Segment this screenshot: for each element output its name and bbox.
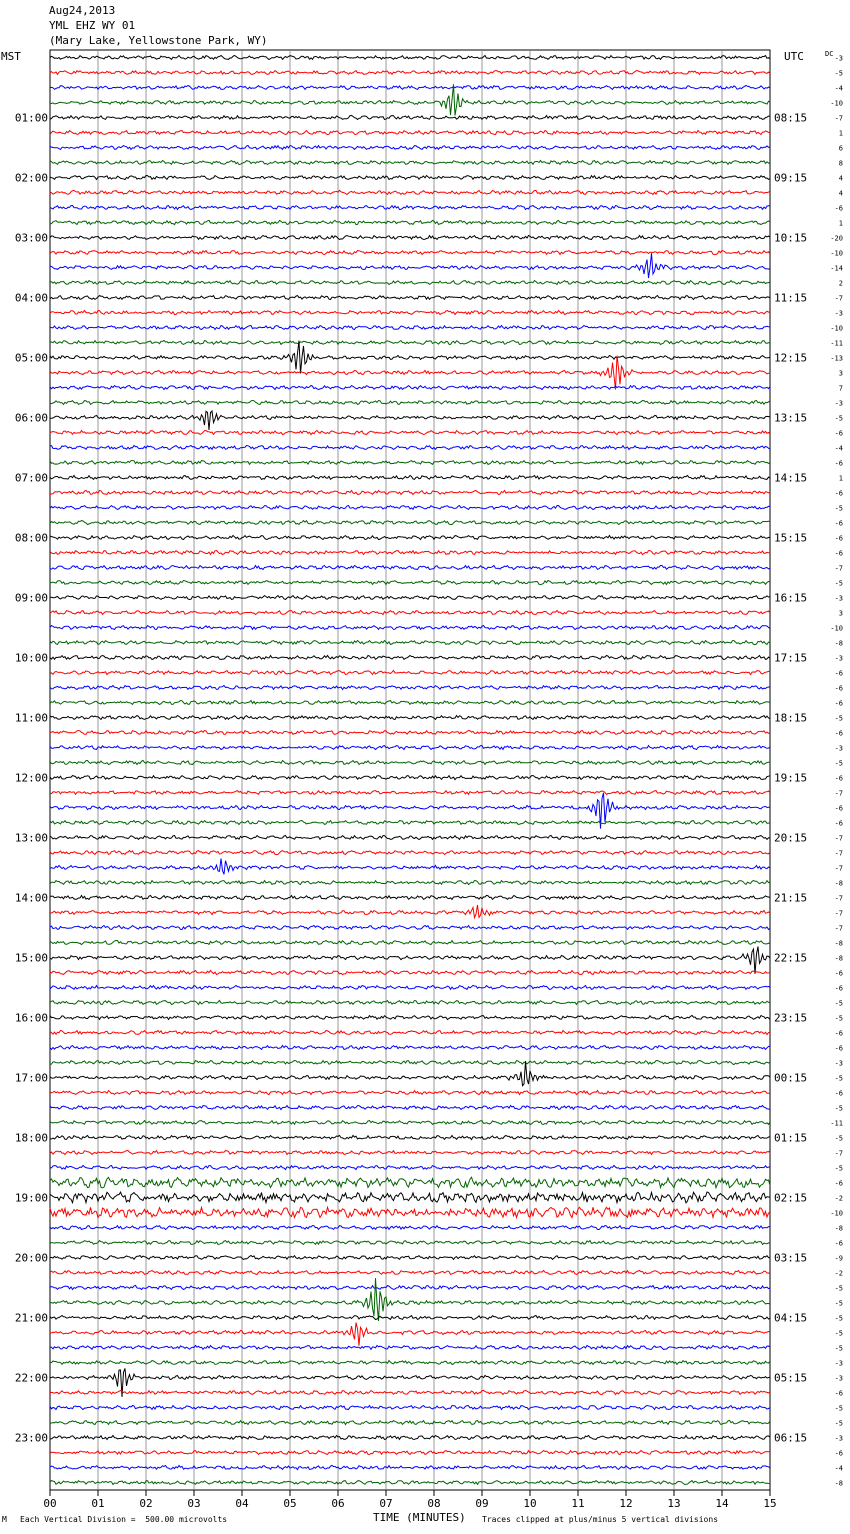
dc-offset-label: -6	[834, 1449, 843, 1458]
dc-offset-label: -3	[834, 1374, 843, 1383]
seismic-trace	[50, 431, 770, 435]
dc-offset-label: -5	[834, 1329, 843, 1338]
seismic-trace	[50, 1361, 770, 1365]
dc-offset-label: -6	[834, 669, 843, 678]
dc-offset-label: -7	[834, 924, 843, 933]
dc-offset-label: -4	[834, 1464, 843, 1473]
utc-hour-label: 06:15	[774, 1431, 808, 1445]
utc-hour-label: 21:15	[774, 891, 808, 905]
dc-offset-label: -3	[834, 654, 843, 663]
seismic-trace	[50, 506, 770, 510]
seismic-trace	[50, 161, 770, 165]
seismic-trace	[50, 84, 770, 115]
dc-offset-label: -5	[834, 1404, 843, 1413]
dc-offset-label: 1	[838, 474, 843, 483]
seismic-trace	[50, 1465, 770, 1469]
dc-offset-label: -6	[834, 1389, 843, 1398]
seismic-trace	[50, 941, 770, 945]
dc-offset-label: -5	[834, 714, 843, 723]
seismic-trace	[50, 1406, 770, 1410]
seismic-trace	[50, 641, 770, 645]
utc-hour-label: 10:15	[774, 231, 808, 245]
dc-offset-label: -20	[830, 234, 843, 243]
seismic-trace	[50, 56, 770, 60]
seismic-trace	[50, 671, 770, 675]
dc-offset-label: -5	[834, 1014, 843, 1023]
dc-offset-label: -10	[830, 249, 843, 258]
dc-offset-label: -5	[834, 69, 843, 78]
dc-offset-label: -5	[834, 414, 843, 423]
mst-hour-label: 08:00	[14, 531, 48, 545]
seismic-trace	[50, 536, 770, 540]
seismic-trace	[50, 1241, 770, 1245]
dc-offset-label: -5	[834, 1314, 843, 1323]
x-tick-label: 01	[91, 1497, 105, 1510]
utc-hour-label: 09:15	[774, 171, 808, 185]
dc-offset-label: -6	[834, 819, 843, 828]
dc-offset-label: 1	[838, 219, 843, 228]
dc-offset-label: -5	[834, 999, 843, 1008]
utc-hour-label: 18:15	[774, 711, 808, 725]
dc-offset-label: -3	[834, 594, 843, 603]
x-tick-label: 10	[523, 1497, 537, 1510]
seismic-trace	[50, 446, 770, 450]
right-timezone-label: UTC	[784, 50, 804, 63]
seismic-trace	[50, 86, 770, 90]
x-tick-label: 13	[667, 1497, 681, 1510]
dc-offset-label: -7	[834, 564, 843, 573]
x-tick-label: 00	[43, 1497, 57, 1510]
seismic-trace	[50, 1481, 770, 1485]
dc-offset-label: -8	[834, 1224, 843, 1233]
mst-hour-label: 01:00	[14, 111, 48, 125]
dc-offset-label: 1	[838, 129, 843, 138]
seismic-trace	[50, 859, 770, 875]
mst-hour-label: 12:00	[14, 771, 48, 785]
seismic-trace	[50, 1420, 770, 1424]
utc-hour-label: 04:15	[774, 1311, 808, 1325]
dc-offset-label: -5	[834, 1164, 843, 1173]
x-tick-label: 08	[427, 1497, 441, 1510]
utc-hour-label: 20:15	[774, 831, 808, 845]
seismic-trace	[50, 1226, 770, 1230]
dc-offset-label: -6	[834, 489, 843, 498]
dc-offset-label: -7	[834, 114, 843, 123]
seismic-trace	[50, 1031, 770, 1035]
dc-offset-label: -8	[834, 939, 843, 948]
dc-offset-label: -6	[834, 549, 843, 558]
dc-offset-label: -5	[834, 1074, 843, 1083]
mst-hour-label: 20:00	[14, 1251, 48, 1265]
seismic-trace	[50, 521, 770, 525]
x-tick-label: 03	[187, 1497, 201, 1510]
dc-offset-label: 4	[838, 174, 843, 183]
dc-offset-label: -6	[834, 684, 843, 693]
dc-offset-label: -7	[834, 834, 843, 843]
seismic-trace	[50, 686, 770, 690]
dc-offset-label: -5	[834, 1299, 843, 1308]
x-tick-label: 05	[283, 1497, 297, 1510]
dc-offset-label: -4	[834, 84, 843, 93]
dc-offset-label: -10	[830, 624, 843, 633]
station-location: (Mary Lake, Yellowstone Park, WY)	[49, 34, 268, 47]
utc-hour-label: 02:15	[774, 1191, 808, 1205]
dc-offset-label: -6	[834, 969, 843, 978]
seismic-trace	[50, 251, 770, 255]
seismic-trace	[50, 356, 770, 390]
x-tick-label: 04	[235, 1497, 249, 1510]
seismic-trace	[50, 611, 770, 615]
dc-offset-label: -6	[834, 1089, 843, 1098]
utc-hour-label: 11:15	[774, 291, 808, 305]
dc-offset-label: -5	[834, 579, 843, 588]
scale-note: Each Vertical Division = 500.00 microvolts	[20, 1515, 228, 1524]
seismic-trace	[50, 411, 770, 430]
seismic-trace	[50, 1091, 770, 1095]
seismic-trace	[50, 760, 770, 764]
dc-offset-label: -3	[834, 1059, 843, 1068]
seismic-trace	[50, 311, 770, 315]
seismic-trace	[50, 1345, 770, 1349]
dc-offset-label: -6	[834, 534, 843, 543]
seismic-trace	[50, 581, 770, 585]
seismic-trace	[50, 206, 770, 210]
dc-offset-label: -6	[834, 729, 843, 738]
dc-offset-label: -5	[834, 1344, 843, 1353]
mst-hour-label: 10:00	[14, 651, 48, 665]
utc-hour-label: 05:15	[774, 1371, 808, 1385]
dc-offset-label: -3	[834, 1359, 843, 1368]
seismic-trace	[50, 220, 770, 224]
seismic-trace	[50, 1045, 770, 1049]
seismic-trace	[50, 730, 770, 734]
dc-offset-label: -6	[834, 804, 843, 813]
seismic-trace	[50, 1135, 770, 1139]
seismic-trace	[50, 176, 770, 180]
utc-hour-label: 16:15	[774, 591, 808, 605]
dc-offset-label: -3	[834, 54, 843, 63]
dc-offset-label: 6	[838, 144, 843, 153]
dc-offset-label: -3	[834, 744, 843, 753]
seismic-trace	[50, 1165, 770, 1169]
seismic-trace	[50, 895, 770, 899]
dc-offset-label: -6	[834, 774, 843, 783]
x-tick-label: 06	[331, 1497, 345, 1510]
dc-offset-label: -14	[830, 264, 843, 273]
dc-offset-label: -6	[834, 519, 843, 528]
seismic-trace	[50, 400, 770, 404]
dc-offset-label: -7	[834, 909, 843, 918]
mst-hour-label: 21:00	[14, 1311, 48, 1325]
mst-hour-label: 19:00	[14, 1191, 48, 1205]
dc-offset-label: -3	[834, 309, 843, 318]
dc-offset-label: -7	[834, 1149, 843, 1158]
mst-hour-label: 07:00	[14, 471, 48, 485]
dc-offset-label: -6	[834, 984, 843, 993]
seismic-trace	[50, 985, 770, 989]
seismic-trace	[50, 1060, 770, 1064]
seismic-trace	[50, 236, 770, 240]
seismic-trace	[50, 1368, 770, 1397]
dc-offset-label: -6	[834, 459, 843, 468]
dc-offset-label: -6	[834, 1239, 843, 1248]
dc-header-label: DC	[825, 50, 834, 58]
dc-offset-label: -5	[834, 504, 843, 513]
dc-offset-label: -2	[834, 1194, 843, 1203]
seismic-trace	[50, 1451, 770, 1455]
dc-offset-label: -10	[830, 1209, 843, 1218]
seismic-trace	[50, 947, 770, 974]
left-timezone-label: MST	[1, 50, 21, 63]
dc-offset-label: -7	[834, 789, 843, 798]
seismic-trace	[50, 596, 770, 600]
dc-offset-label: -6	[834, 429, 843, 438]
station-code: YML EHZ WY 01	[49, 19, 136, 32]
mst-hour-label: 11:00	[14, 711, 48, 725]
seismic-trace	[50, 905, 770, 918]
seismic-trace	[50, 1436, 770, 1440]
dc-offset-label: -3	[834, 399, 843, 408]
utc-hour-label: 13:15	[774, 411, 808, 425]
mst-hour-label: 17:00	[14, 1071, 48, 1085]
seismic-trace	[50, 1192, 770, 1203]
seismic-trace	[50, 1106, 770, 1110]
seismic-trace	[50, 461, 770, 465]
dc-offset-label: -2	[834, 1269, 843, 1278]
seismic-trace	[50, 1256, 770, 1260]
seismic-trace	[50, 926, 770, 930]
x-tick-label: 11	[571, 1497, 585, 1510]
dc-offset-label: 4	[838, 189, 843, 198]
mst-hour-label: 02:00	[14, 171, 48, 185]
seismic-trace	[50, 131, 770, 135]
mst-hour-label: 16:00	[14, 1011, 48, 1025]
mst-hour-label: 05:00	[14, 351, 48, 365]
dc-offset-label: -7	[834, 894, 843, 903]
record-date: Aug24,2013	[49, 4, 116, 17]
seismic-trace	[50, 190, 770, 194]
dc-offset-label: -5	[834, 759, 843, 768]
dc-offset-label: -8	[834, 954, 843, 963]
utc-hour-label: 22:15	[774, 951, 808, 965]
corner-mark: M	[2, 1515, 7, 1524]
dc-offset-label: -5	[834, 1134, 843, 1143]
seismic-trace	[50, 491, 770, 495]
mst-hour-label: 06:00	[14, 411, 48, 425]
dc-offset-label: 7	[838, 384, 843, 393]
x-tick-label: 07	[379, 1497, 393, 1510]
seismic-trace	[50, 1271, 770, 1275]
utc-hour-label: 23:15	[774, 1011, 808, 1025]
dc-offset-label: -9	[834, 1254, 843, 1263]
x-axis-title: TIME (MINUTES)	[373, 1511, 466, 1524]
dc-offset-label: -11	[830, 1119, 843, 1128]
mst-hour-label: 15:00	[14, 951, 48, 965]
x-tick-label: 02	[139, 1497, 153, 1510]
seismic-trace	[50, 253, 770, 278]
seismic-trace	[50, 821, 770, 825]
dc-offset-label: -6	[834, 1029, 843, 1038]
dc-offset-label: -10	[830, 324, 843, 333]
utc-hour-label: 17:15	[774, 651, 808, 665]
dc-offset-label: -6	[834, 699, 843, 708]
dc-offset-label: -10	[830, 99, 843, 108]
seismic-trace	[50, 791, 770, 795]
mst-hour-label: 23:00	[14, 1431, 48, 1445]
seismic-trace	[50, 566, 770, 570]
seismic-trace	[50, 716, 770, 720]
dc-offset-label: -6	[834, 1179, 843, 1188]
mst-hour-label: 14:00	[14, 891, 48, 905]
seismic-trace	[50, 281, 770, 285]
utc-hour-label: 12:15	[774, 351, 808, 365]
dc-offset-label: -5	[834, 1104, 843, 1113]
x-tick-label: 12	[619, 1497, 633, 1510]
dc-offset-label: -8	[834, 639, 843, 648]
seismic-trace	[50, 851, 770, 855]
dc-offset-label: -3	[834, 1434, 843, 1443]
dc-offset-label: 3	[838, 369, 843, 378]
utc-hour-label: 00:15	[774, 1071, 808, 1085]
seismic-trace	[50, 1061, 770, 1086]
seismic-trace	[50, 551, 770, 555]
dc-offset-label: -11	[830, 339, 843, 348]
seismic-trace	[50, 296, 770, 300]
dc-offset-label: -4	[834, 444, 843, 453]
seismic-trace	[50, 1177, 770, 1188]
seismic-trace	[50, 386, 770, 390]
seismic-trace	[50, 1121, 770, 1125]
seismic-trace	[50, 746, 770, 750]
mst-hour-label: 18:00	[14, 1131, 48, 1145]
seismic-trace	[50, 1151, 770, 1155]
dc-offset-label: 3	[838, 609, 843, 618]
seismic-trace	[50, 116, 770, 120]
seismic-trace	[50, 146, 770, 150]
seismic-trace	[50, 1285, 770, 1289]
seismic-trace	[50, 836, 770, 840]
mst-hour-label: 22:00	[14, 1371, 48, 1385]
dc-offset-label: -13	[830, 354, 843, 363]
clip-note: Traces clipped at plus/minus 5 vertical divisions	[482, 1515, 719, 1524]
utc-hour-label: 14:15	[774, 471, 808, 485]
dc-offset-label: -6	[834, 204, 843, 213]
seismic-trace	[50, 1207, 770, 1218]
dc-offset-label: -6	[834, 1044, 843, 1053]
seismic-trace	[50, 476, 770, 480]
seismic-trace	[50, 881, 770, 885]
x-tick-label: 15	[763, 1497, 777, 1510]
seismic-trace	[50, 1278, 770, 1321]
seismic-trace	[50, 1015, 770, 1019]
mst-hour-label: 04:00	[14, 291, 48, 305]
dc-offset-label: -7	[834, 849, 843, 858]
seismic-trace	[50, 971, 770, 975]
dc-offset-label: -5	[834, 1419, 843, 1428]
dc-offset-label: -8	[834, 879, 843, 888]
utc-hour-label: 19:15	[774, 771, 808, 785]
x-tick-label: 14	[715, 1497, 729, 1510]
dc-offset-label: 2	[838, 279, 843, 288]
dc-offset-label: 8	[838, 159, 843, 168]
utc-hour-label: 03:15	[774, 1251, 808, 1265]
seismic-trace	[50, 701, 770, 705]
seismic-trace	[50, 776, 770, 780]
utc-hour-label: 01:15	[774, 1131, 808, 1145]
dc-offset-label: -8	[834, 1479, 843, 1488]
dc-offset-label: -5	[834, 1284, 843, 1293]
seismic-trace	[50, 326, 770, 330]
dc-offset-label: -7	[834, 294, 843, 303]
seismic-trace	[50, 71, 770, 75]
seismic-trace	[50, 1323, 770, 1346]
mst-hour-label: 09:00	[14, 591, 48, 605]
utc-hour-label: 15:15	[774, 531, 808, 545]
utc-hour-label: 08:15	[774, 111, 808, 125]
x-tick-label: 09	[475, 1497, 489, 1510]
seismic-trace	[50, 341, 770, 374]
seismic-trace	[50, 1391, 770, 1395]
seismic-trace	[50, 1001, 770, 1005]
mst-hour-label: 13:00	[14, 831, 48, 845]
seismic-trace	[50, 626, 770, 630]
seismic-trace	[50, 1316, 770, 1320]
seismic-trace	[50, 340, 770, 344]
seismic-trace	[50, 656, 770, 660]
dc-offset-label: -7	[834, 864, 843, 873]
mst-hour-label: 03:00	[14, 231, 48, 245]
